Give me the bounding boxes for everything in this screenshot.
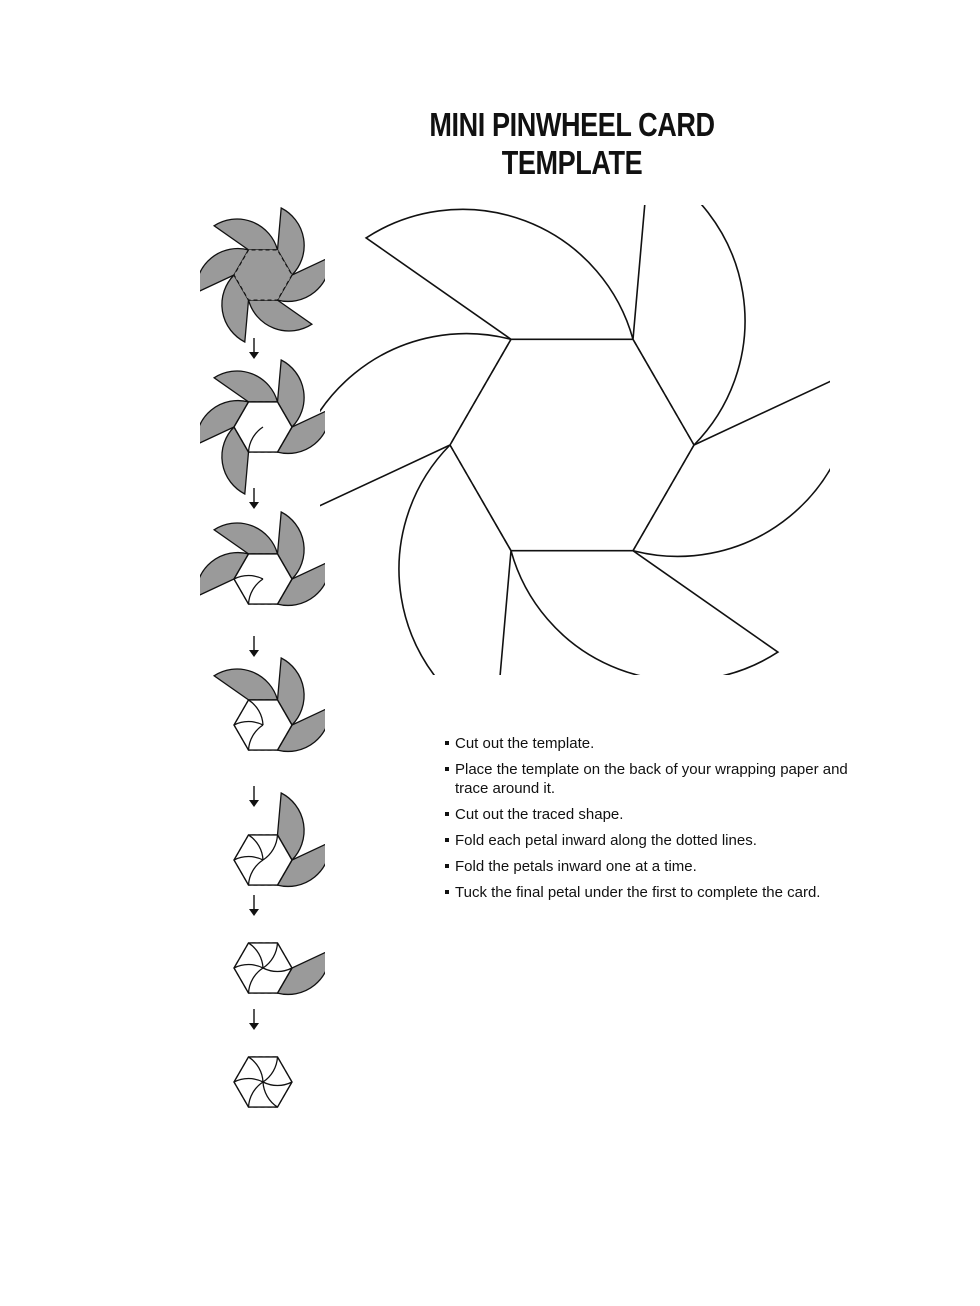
pinwheel-template: [320, 205, 830, 675]
petal-outline: [399, 445, 511, 675]
petal-outline: [320, 334, 511, 520]
instruction-list: [444, 734, 874, 909]
arrow-head-icon: [249, 502, 259, 509]
fold-step-5: [234, 793, 325, 886]
petal: [249, 300, 312, 331]
instruction-item: Cut out the traced shape.: [444, 805, 874, 824]
petal-outline: [633, 370, 830, 556]
fold-step-1: [200, 208, 325, 342]
page-title: MINI PINWHEEL CARD TEMPLATE: [429, 106, 715, 181]
arrow-head-icon: [249, 1023, 259, 1030]
arrow-head-icon: [249, 909, 259, 916]
instruction-item: Cut out the template.: [444, 734, 874, 753]
instruction-item: Place the template on the back of your wrapping paper and trace around it.: [444, 760, 874, 798]
folding-steps: [200, 205, 325, 1125]
petal-outline: [366, 209, 633, 339]
petal-outline: [511, 551, 778, 675]
petal: [214, 371, 277, 402]
instruction-item: Fold each petal inward along the dotted lines.: [444, 831, 874, 850]
petal: [214, 669, 277, 700]
fold-step-4: [214, 658, 325, 751]
petal: [214, 523, 277, 554]
arrow-head-icon: [249, 800, 259, 807]
fold-step-3: [200, 512, 325, 605]
petal: [214, 219, 277, 250]
petal-outline: [633, 205, 745, 445]
arrow-head-icon: [249, 650, 259, 657]
fold-step-7: [234, 1057, 292, 1107]
fold-step-6: [234, 943, 325, 995]
instruction-item: Tuck the final petal under the first to complete the card.: [444, 883, 874, 902]
instruction-item: Fold the petals inward one at a time.: [444, 857, 874, 876]
fold-step-2: [200, 360, 325, 494]
arrow-head-icon: [249, 352, 259, 359]
